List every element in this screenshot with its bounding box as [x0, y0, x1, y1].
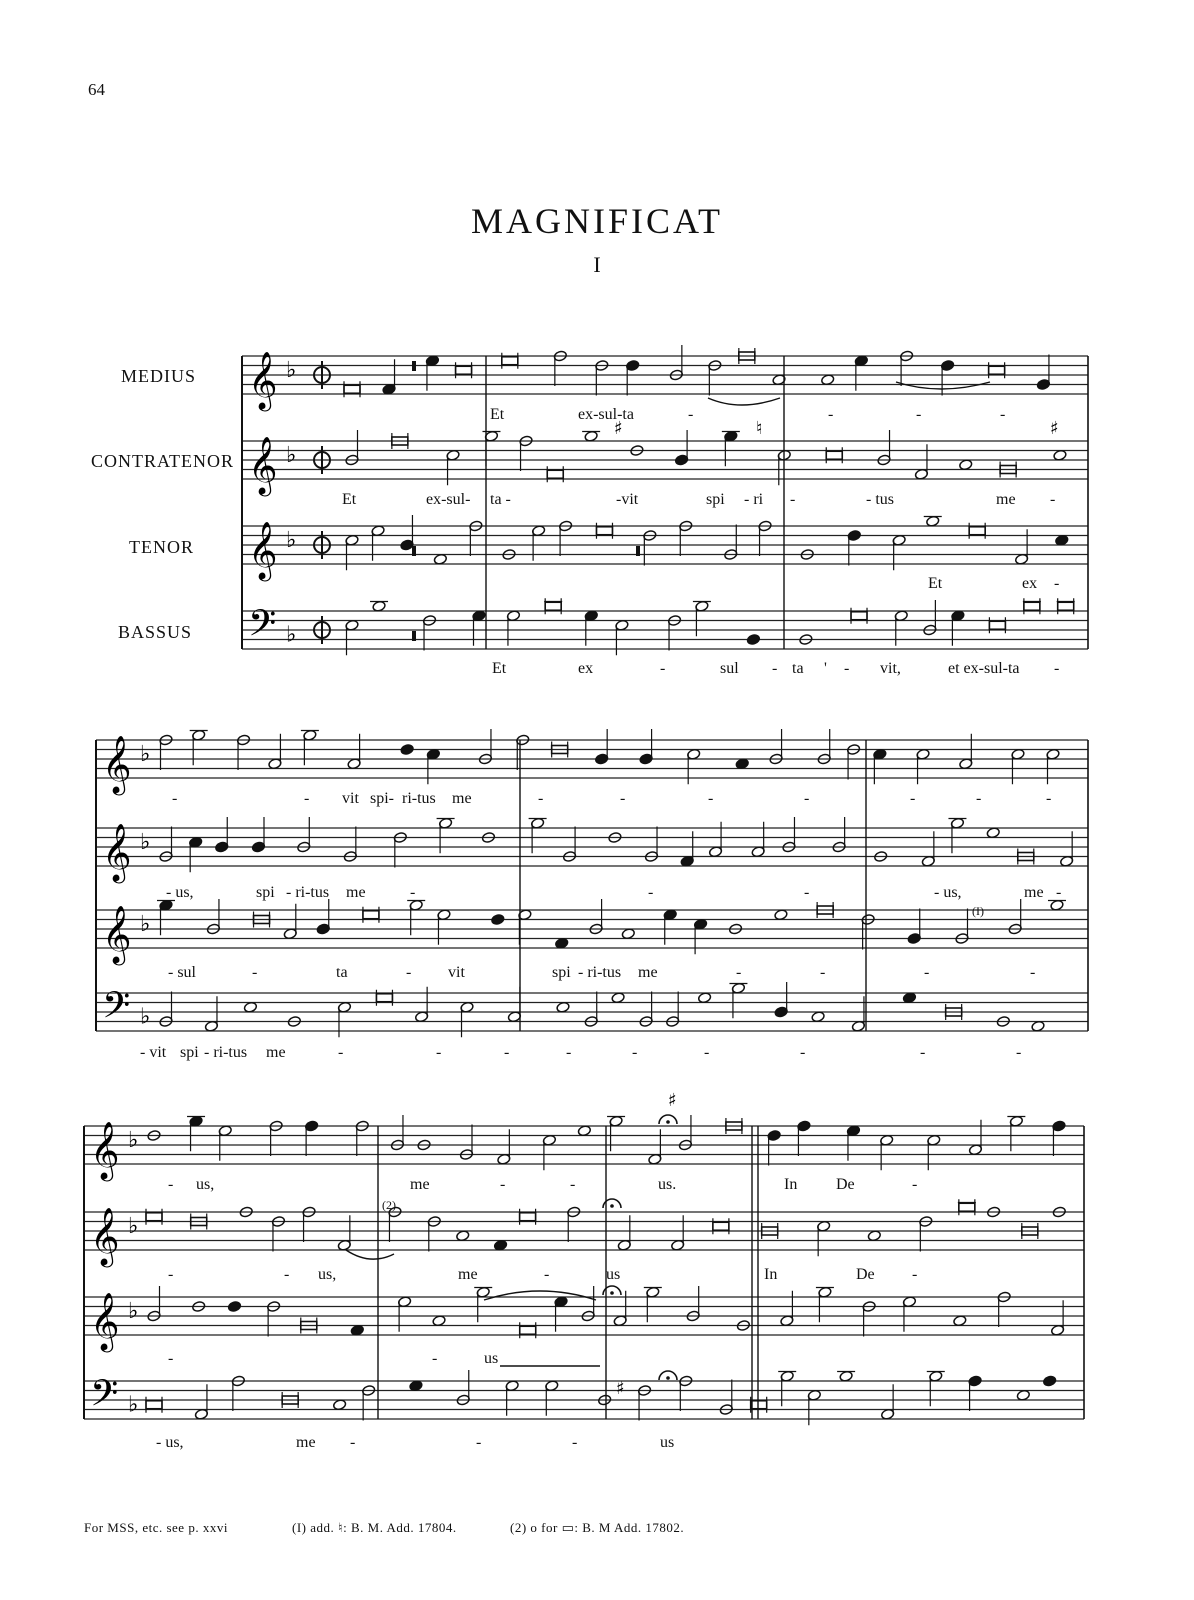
flat-key-signature: ♭	[128, 1298, 139, 1324]
lyric: -	[924, 964, 930, 981]
flat-key-signature: ♭	[140, 1004, 151, 1030]
lyric: -	[500, 1176, 506, 1193]
lyric: -	[844, 660, 850, 677]
rest	[412, 361, 416, 371]
treble-clef: 𝄞	[90, 1120, 120, 1179]
lyric: spi	[552, 964, 571, 981]
lyric: us	[484, 1350, 499, 1367]
bass-clef: 𝄢	[102, 984, 131, 1036]
breve-note	[547, 470, 563, 478]
lyric: -	[168, 1176, 174, 1193]
lyric: -	[406, 964, 412, 981]
breve-note	[146, 1213, 162, 1221]
lyric: -	[790, 491, 796, 508]
lyric: -	[800, 1044, 806, 1061]
lyric: '	[824, 660, 827, 677]
breve-note	[959, 1203, 975, 1211]
lyric: me	[296, 1434, 316, 1451]
lyric: De	[856, 1266, 875, 1283]
lyric: me	[410, 1176, 430, 1193]
treble-clef: 𝄞	[102, 904, 132, 963]
bass-clef: 𝄢	[90, 1372, 119, 1424]
lyric: -	[804, 884, 810, 901]
lyric: me	[638, 964, 658, 981]
lyric: ex	[1022, 575, 1038, 592]
lyric: -	[168, 1350, 174, 1367]
bass-clef: 𝄢	[248, 602, 277, 654]
lyric: In	[784, 1176, 798, 1193]
lyric: -	[172, 790, 178, 807]
lyric: -	[1054, 575, 1060, 592]
lyric: - tus	[866, 491, 894, 508]
fermata-dot	[666, 1120, 670, 1124]
lyric: -	[436, 1044, 442, 1061]
lyric: vit	[448, 964, 465, 981]
breve-note	[713, 1222, 729, 1230]
accidental: ♯	[1050, 418, 1059, 439]
lyric: et ex-sul-ta	[948, 660, 1020, 677]
lyric: -	[660, 660, 666, 677]
treble-clef: 𝄞	[248, 350, 278, 409]
lyric: sul	[720, 660, 739, 677]
fermata-dot	[610, 1291, 614, 1295]
movement-number: I	[593, 252, 601, 277]
lyric: Et	[492, 660, 507, 677]
lyric: -	[910, 790, 916, 807]
breve-note	[363, 911, 379, 919]
flat-key-signature: ♭	[128, 1127, 139, 1153]
notehead	[1043, 1375, 1057, 1387]
slur	[708, 398, 780, 405]
lyric: -	[572, 1434, 578, 1451]
breve-note	[851, 612, 867, 620]
lyric: -	[304, 790, 310, 807]
lyric: -	[252, 964, 258, 981]
lyric: -	[620, 790, 626, 807]
lyric: - ri-tus	[286, 884, 330, 901]
notehead	[227, 1301, 241, 1313]
lyric: spi	[180, 1044, 199, 1061]
lyric: -	[476, 1434, 482, 1451]
flat-key-signature: ♭	[128, 1213, 139, 1239]
lyric: In	[764, 1266, 778, 1283]
lyric: -	[1046, 790, 1052, 807]
lyric: - ri-tus	[578, 964, 622, 981]
treble-clef: 𝄞	[102, 734, 132, 793]
footnote-1: (I) add. ♮: B. M. Add. 17804.	[292, 1520, 457, 1535]
lyric: -	[1030, 964, 1036, 981]
lyric: -	[544, 1266, 550, 1283]
fermata-dot	[610, 1204, 614, 1208]
notehead	[746, 634, 760, 646]
lyric: -	[648, 884, 654, 901]
lyric: -vit	[616, 491, 639, 508]
lyric: me	[458, 1266, 478, 1283]
lyric: -	[538, 790, 544, 807]
lyric: vit,	[880, 660, 901, 677]
lyric: -	[570, 1176, 576, 1193]
lyric: us.	[658, 1176, 677, 1193]
lyric: -	[632, 1044, 638, 1061]
breve-note	[344, 385, 360, 393]
lyric: ri-tus	[402, 790, 436, 807]
lyric: us	[606, 1266, 621, 1283]
accidental: ♮	[756, 418, 763, 439]
flat-key-signature: ♭	[140, 911, 151, 937]
lyric: -	[1056, 884, 1062, 901]
rest	[412, 546, 416, 556]
accidental: ♯	[614, 418, 623, 439]
flat-key-signature: ♭	[140, 829, 151, 855]
lyric: me	[1024, 884, 1044, 901]
lyric: ex	[578, 660, 594, 677]
breve-note	[1058, 602, 1074, 610]
fermata-dot	[666, 1376, 670, 1380]
treble-clef: 𝄞	[248, 435, 278, 494]
lyric: -	[976, 790, 982, 807]
page-title: MAGNIFICAT	[470, 201, 723, 241]
slur	[896, 382, 990, 389]
lyric: -	[912, 1266, 918, 1283]
flat-key-signature: ♭	[140, 741, 151, 767]
lyric: -	[804, 790, 810, 807]
lyric: De	[836, 1176, 855, 1193]
lyric: -	[284, 1266, 290, 1283]
page-number: 64	[88, 80, 105, 99]
lyric: ex-sul-	[426, 491, 471, 508]
breve-note	[502, 357, 518, 365]
flat-key-signature: ♭	[286, 527, 297, 553]
lyric: - us,	[934, 884, 962, 901]
lyric: me	[346, 884, 366, 901]
accidental: ♯	[616, 1378, 625, 1399]
flat-key-signature: ♭	[128, 1392, 139, 1418]
lyric: me	[266, 1044, 286, 1061]
breve-note	[376, 994, 392, 1002]
voice-label-contratenor: CONTRATENOR	[90, 451, 234, 471]
lyric: - us,	[166, 884, 194, 901]
flat-key-signature: ♭	[286, 442, 297, 468]
lyric: -	[410, 884, 416, 901]
lyric: -	[688, 406, 694, 423]
breve-note	[520, 1213, 536, 1221]
footnote-sources: For MSS, etc. see p. xxvi	[84, 1520, 228, 1535]
breve-note	[596, 527, 612, 535]
voice-label-bassus: BASSUS	[117, 622, 192, 642]
footnote-2: (2) o for ▭: B. M Add. 17802.	[510, 1520, 685, 1535]
lyric: ta	[792, 660, 804, 677]
lyric: ta	[336, 964, 348, 981]
accidental: ♯	[668, 1090, 677, 1111]
lyric: - sul	[168, 964, 196, 981]
lyric: - vit	[140, 1044, 167, 1061]
lyric: - ri	[744, 491, 764, 508]
treble-clef: 𝄞	[90, 1206, 120, 1265]
lyric: Et	[490, 406, 505, 423]
lyric: -	[704, 1044, 710, 1061]
breve-note	[989, 621, 1005, 629]
lyric: -	[1050, 491, 1056, 508]
lyric: -	[168, 1266, 174, 1283]
treble-clef: 𝄞	[248, 520, 278, 579]
lyric: -	[736, 964, 742, 981]
lyric: -	[828, 406, 834, 423]
lyric: -	[566, 1044, 572, 1061]
lyric: -	[1016, 1044, 1022, 1061]
lyric: Et	[342, 491, 357, 508]
breve-note	[826, 451, 842, 459]
lyric: -	[708, 790, 714, 807]
lyric: -	[1000, 406, 1006, 423]
breve-note	[456, 366, 472, 374]
lyric: me	[996, 491, 1016, 508]
notehead	[491, 914, 505, 926]
voice-label-medius: MEDIUS	[120, 366, 196, 386]
lyric: - ri-tus	[204, 1044, 248, 1061]
slur	[484, 1291, 596, 1300]
lyric: us,	[318, 1266, 337, 1283]
editorial-mark: (2)	[382, 1198, 396, 1212]
slur	[346, 1250, 394, 1259]
lyric: -	[338, 1044, 344, 1061]
breve-note	[989, 366, 1005, 374]
lyric: us	[660, 1434, 675, 1451]
breve-note	[969, 527, 985, 535]
rest	[636, 546, 640, 556]
editorial-mark: (I)	[972, 904, 984, 918]
lyric: spi-	[370, 790, 394, 807]
lyric: -	[912, 1176, 918, 1193]
lyric: -	[772, 660, 778, 677]
breve-note	[545, 602, 561, 610]
lyric: me	[452, 790, 472, 807]
lyric: ta -	[490, 491, 511, 508]
lyric: spi	[706, 491, 725, 508]
lyric: spi	[256, 884, 275, 901]
flat-key-signature: ♭	[286, 622, 297, 648]
voice-label-tenor: TENOR	[129, 537, 194, 557]
lyric: -	[350, 1434, 356, 1451]
lyric: -	[820, 964, 826, 981]
flat-key-signature: ♭	[286, 357, 297, 383]
lyric: us,	[196, 1176, 215, 1193]
breve-note	[1024, 602, 1040, 610]
lyric: Et	[928, 575, 943, 592]
lyric: -	[504, 1044, 510, 1061]
lyric: ex-sul-ta	[578, 406, 634, 423]
lyric: - us,	[156, 1434, 184, 1451]
lyric: -	[920, 1044, 926, 1061]
treble-clef: 𝄞	[90, 1291, 120, 1350]
breve-note	[520, 1326, 536, 1334]
rest	[412, 631, 416, 641]
notehead	[400, 744, 414, 756]
lyric: -	[1054, 660, 1060, 677]
lyric: -	[432, 1350, 438, 1367]
breve-note	[146, 1401, 162, 1409]
lyric: -	[916, 406, 922, 423]
treble-clef: 𝄞	[102, 822, 132, 881]
lyric: vit	[342, 790, 359, 807]
